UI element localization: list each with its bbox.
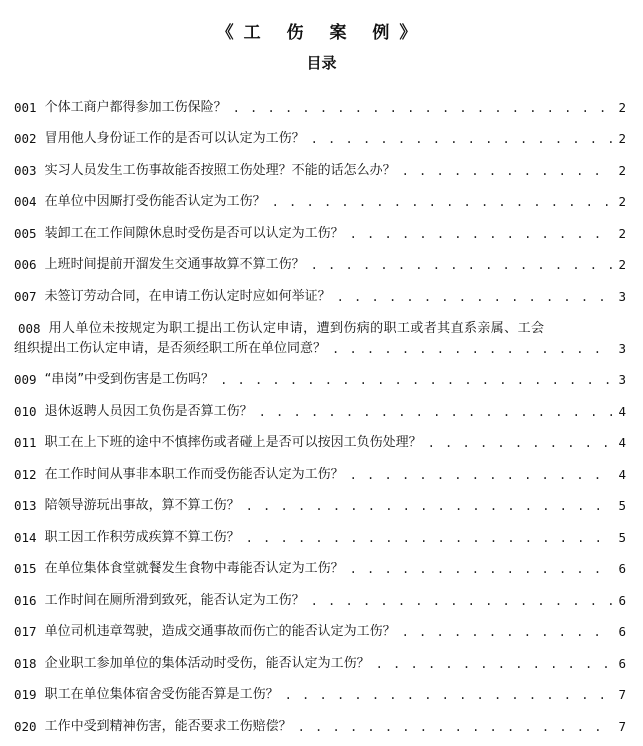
- toc-entry-003[interactable]: [14, 147, 626, 179]
- entry-number: 006: [14, 257, 37, 272]
- dot-leader: [272, 194, 613, 210]
- entry-page: 6: [618, 561, 626, 576]
- dot-leader: [350, 467, 613, 483]
- dot-leader: [376, 656, 613, 672]
- entry-question: 上班时间提前开溜发生交通事故算不算工伤？: [44, 257, 305, 272]
- entry-question: 工作中受到精神伤害，能否要求工伤赔偿？: [44, 718, 292, 734]
- entry-question: 未签订劳动合同，在申请工伤认定时应如何举证？: [44, 288, 331, 304]
- entry-question: 实习人员发生工伤事故能否按照工伤处理？不能的话怎么办？: [44, 162, 396, 178]
- entry-page: 5: [618, 529, 626, 545]
- entry-page: 7: [618, 687, 626, 702]
- toc-entry-002[interactable]: [14, 116, 626, 148]
- dot-leader: [298, 719, 613, 735]
- entry-question: 陪领导游玩出事故，算不算工伤？: [44, 498, 240, 513]
- entry-page: 3: [618, 340, 626, 356]
- toc-entry-016[interactable]: [14, 577, 626, 609]
- entry-question: 企业职工参加单位的集体活动时受伤，能否认定为工伤？: [44, 655, 370, 671]
- entry-number: 009: [14, 372, 37, 387]
- entry-page: 6: [618, 655, 626, 671]
- toc-entry-006[interactable]: [14, 242, 626, 274]
- dot-leader: [285, 687, 613, 703]
- entry-number: 017: [14, 624, 37, 639]
- entry-page: 5: [618, 498, 626, 513]
- entry-number: 004: [14, 194, 37, 209]
- entry-number: 005: [14, 225, 37, 241]
- toc-entry-013[interactable]: [14, 483, 626, 515]
- entry-page: 2: [618, 225, 626, 241]
- entry-page: 3: [618, 288, 626, 304]
- entry-number: 018: [14, 655, 37, 671]
- entry-question: 工作时间在厕所滑到致死，能否认定为工伤？: [44, 592, 305, 608]
- dot-leader: [246, 498, 613, 514]
- dot-leader: [311, 593, 613, 609]
- entry-page: 2: [618, 99, 626, 115]
- toc-entry-012[interactable]: [14, 451, 626, 483]
- entry-number: 012: [14, 466, 37, 482]
- entry-number: 007: [14, 288, 37, 304]
- dot-leader: [311, 131, 613, 147]
- entry-question: 冒用他人身份证工作的是否可以认定为工伤？: [44, 131, 305, 146]
- dot-leader: [220, 372, 612, 388]
- entry-page: 2: [618, 194, 626, 209]
- entry-question: 在单位中因厮打受伤能否认定为工伤？: [44, 194, 266, 209]
- dot-leader: [332, 341, 612, 357]
- toc-entry-015[interactable]: [14, 546, 626, 578]
- entry-question: 退休返聘人员因工负伤是否算工伤？: [44, 403, 253, 419]
- entry-page: 3: [618, 372, 626, 387]
- toc-entry-020[interactable]: [14, 703, 626, 735]
- dot-leader: [233, 100, 613, 116]
- dot-leader: [246, 530, 613, 546]
- entry-number: 016: [14, 592, 37, 608]
- dot-leader: [402, 624, 613, 640]
- entry-question: 个体工商户都得参加工伤保险？: [44, 99, 227, 115]
- dot-leader: [311, 257, 613, 273]
- toc-entry-001[interactable]: [14, 84, 626, 116]
- entry-page: 4: [618, 466, 626, 482]
- dot-leader: [402, 163, 613, 179]
- entry-number: 003: [14, 162, 37, 178]
- entry-question: 在单位集体食堂就餐发生食物中毒能否认定为工伤？: [44, 561, 344, 576]
- toc-entry-008[interactable]: [14, 305, 626, 357]
- toc-heading: 目录: [306, 54, 337, 72]
- entry-page: 4: [618, 435, 626, 450]
- entry-number: 015: [14, 561, 37, 576]
- entry-question: 职工在单位集体宿舍受伤能否算是工伤？: [44, 687, 279, 702]
- entry-question: 职工在上下班的途中不慎摔伤或者碰上是否可以按因工负伤处理？: [44, 435, 422, 450]
- entry-question: “串岗”中受到伤害是工伤吗？: [44, 372, 215, 387]
- entry-page: 2: [618, 257, 626, 272]
- toc-entry-009[interactable]: [14, 357, 626, 389]
- entry-page: 2: [618, 131, 626, 146]
- entry-question-line1: 用人单位未按规定为职工提出工伤认定申请，遭到伤病的职工或者其直系亲属、工会: [48, 320, 545, 336]
- entry-number: 010: [14, 403, 37, 419]
- toc-entry-017[interactable]: [14, 609, 626, 641]
- toc-entry-007[interactable]: [14, 273, 626, 305]
- toc-entry-018[interactable]: [14, 640, 626, 672]
- entry-number: 019: [14, 687, 37, 702]
- dot-leader: [428, 435, 613, 451]
- entry-number: 013: [14, 498, 37, 513]
- entry-number: 001: [14, 99, 37, 115]
- document-title: 《工 伤 案 例》: [216, 23, 427, 43]
- toc-entry-019[interactable]: [14, 672, 626, 704]
- entry-page: 6: [618, 592, 626, 608]
- dot-leader: [259, 404, 613, 420]
- entry-page: 6: [618, 624, 626, 639]
- table-of-contents: [14, 84, 626, 735]
- entry-number: 002: [14, 131, 37, 146]
- entry-page: 2: [618, 162, 626, 178]
- entry-page: 7: [618, 718, 626, 734]
- dot-leader: [350, 561, 613, 577]
- toc-entry-010[interactable]: [14, 388, 626, 420]
- dot-leader: [337, 289, 613, 305]
- entry-page: 4: [618, 403, 626, 419]
- entry-question: 职工因工作积劳成疾算不算工伤？: [44, 529, 240, 545]
- entry-number: 014: [14, 529, 37, 545]
- entry-number: 008: [18, 320, 41, 336]
- entry-question: 在工作时间从事非本职工作而受伤能否认定为工伤？: [44, 466, 344, 482]
- toc-entry-004[interactable]: [14, 179, 626, 211]
- entry-question-line2: 组织提出工伤认定申请，是否须经职工所在单位同意？: [14, 340, 327, 356]
- toc-entry-011[interactable]: [14, 420, 626, 452]
- entry-number: 020: [14, 718, 37, 734]
- entry-question: 装卸工在工作间隙休息时受伤是否可以认定为工伤？: [44, 225, 344, 241]
- toc-entry-005[interactable]: [14, 210, 626, 242]
- entry-number: 011: [14, 435, 37, 450]
- entry-question: 单位司机违章驾驶，造成交通事故而伤亡的能否认定为工伤？: [44, 624, 396, 639]
- dot-leader: [350, 226, 613, 242]
- toc-entry-014[interactable]: [14, 514, 626, 546]
